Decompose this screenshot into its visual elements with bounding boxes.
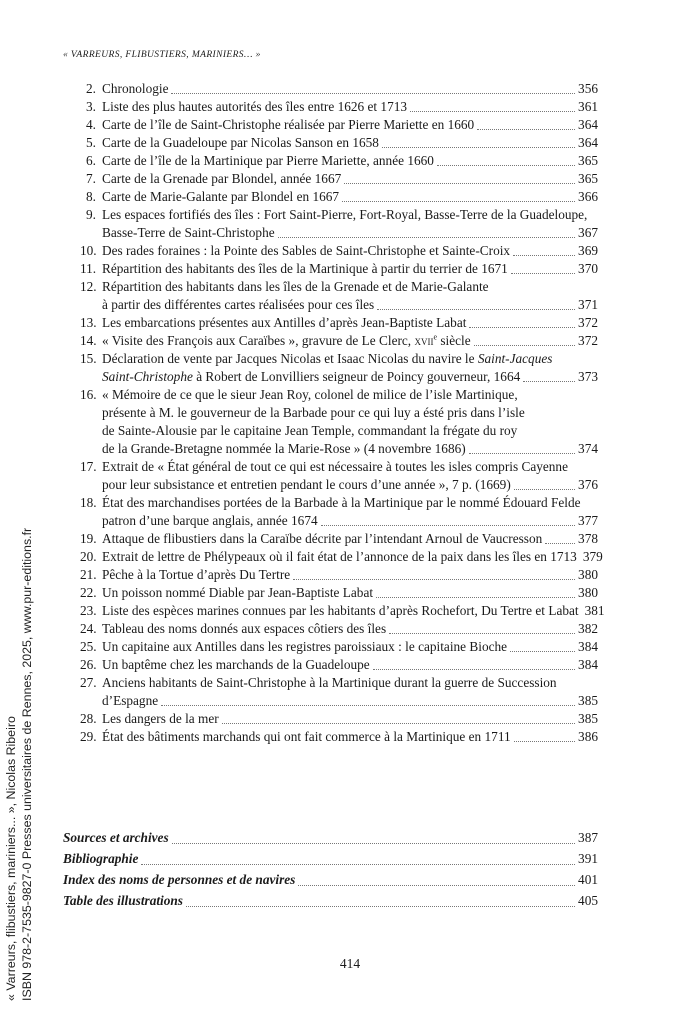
toc-entry-title: Déclaration de vente par Jacques Nicolas et Isaac Nicolas du navire le Saint-Jacques — [102, 351, 553, 366]
section-page: 405 — [578, 893, 598, 908]
toc-entry — [80, 674, 598, 710]
illustrations-list — [80, 80, 605, 746]
toc-entry-number: 19. — [80, 531, 97, 546]
toc-entry-title: Carte de l’île de la Martinique par Pierre Mariette, année 1660 — [102, 153, 434, 168]
toc-entry — [80, 548, 603, 566]
toc-entry-number: 29. — [80, 729, 97, 744]
toc-entry-title: patron d’une barque anglais, année 1674 — [102, 513, 318, 528]
toc-entry — [80, 728, 598, 746]
toc-entry-line — [102, 206, 598, 224]
toc-entry — [80, 710, 598, 728]
leader-dots — [141, 863, 575, 865]
toc-entry-number: 22. — [80, 585, 97, 600]
toc-entry — [80, 260, 598, 278]
toc-entry-page: 380 — [578, 567, 598, 582]
toc-entry-line — [102, 584, 598, 602]
toc-entry-line — [102, 566, 598, 584]
toc-entry-title: Saint-Christophe à Robert de Lonvilliers seigneur de Poincy gouverneur, 1664 — [102, 369, 521, 384]
toc-entry — [80, 242, 598, 260]
toc-entry-body — [102, 494, 598, 530]
toc-entry-page: 378 — [578, 531, 598, 546]
toc-entry-line — [102, 350, 598, 368]
toc-entry-body — [102, 314, 598, 332]
toc-entry-title: Les dangers de la mer — [102, 711, 219, 726]
leader-dots — [474, 344, 575, 346]
toc-entry-body — [102, 602, 605, 620]
toc-entry-page: 370 — [578, 261, 598, 276]
toc-entry-title: Les embarcations présentes aux Antilles d’après Jean-Baptiste Labat — [102, 315, 467, 330]
toc-entry-title: de Sainte-Alousie par le capitaine Jean Temple, commandant la frégate du roy — [102, 423, 518, 438]
running-head: « VARREURS, FLIBUSTIERS, MARINIERS… » — [63, 50, 261, 60]
toc-entry-page: 384 — [578, 657, 598, 672]
toc-entry-line — [102, 278, 598, 296]
toc-entry-page: 365 — [578, 153, 598, 168]
leader-dots — [171, 92, 575, 94]
toc-entry-title: Un poisson nommé Diable par Jean-Baptiste Labat — [102, 585, 374, 600]
toc-entry — [80, 206, 598, 242]
toc-entry-body — [102, 584, 598, 602]
toc-entry-number: 26. — [80, 657, 97, 672]
section-title: Sources et archives — [63, 830, 169, 845]
toc-entry-number: 25. — [80, 639, 97, 654]
toc-entry — [80, 530, 598, 548]
toc-entry-title: présente à M. le gouverneur de la Barbade pour ce qui luy a ésté pris dans l’isle — [102, 405, 525, 420]
toc-entry-line — [102, 602, 605, 620]
toc-entry — [80, 458, 598, 494]
toc-entry-line — [102, 530, 598, 548]
toc-entry-page: 380 — [578, 585, 598, 600]
toc-entry-line — [102, 386, 598, 404]
toc-entry-line — [102, 674, 598, 692]
leader-dots — [298, 884, 575, 886]
leader-dots — [389, 632, 575, 634]
toc-entry-page: 364 — [578, 135, 598, 150]
toc-entry-line — [102, 296, 598, 314]
section-page: 391 — [578, 851, 598, 866]
toc-entry-line — [102, 80, 598, 98]
toc-entry-line — [102, 458, 598, 476]
toc-entry-title: Un baptême chez les marchands de la Guadeloupe — [102, 657, 370, 672]
toc-entry-body — [102, 188, 598, 206]
leader-dots — [342, 200, 575, 202]
toc-entry-page: 372 — [578, 315, 598, 330]
toc-entry-title: État des marchandises portées de la Barbade à la Martinique par le nommé Édouard Felde — [102, 495, 581, 510]
toc-entry-number: 18. — [80, 495, 97, 510]
toc-entry-body — [102, 134, 598, 152]
toc-entry-title: Carte de la Grenade par Blondel, année 1667 — [102, 171, 342, 186]
toc-entry-line — [102, 476, 598, 494]
toc-entry-page: 385 — [578, 693, 598, 708]
toc-entry-line — [102, 638, 598, 656]
toc-entry-title: Carte de Marie-Galante par Blondel en 1667 — [102, 189, 340, 204]
toc-entry-body — [102, 566, 598, 584]
toc-entry-page: 386 — [578, 729, 598, 744]
toc-entry-line — [102, 620, 598, 638]
toc-entry-number: 23. — [80, 603, 97, 618]
toc-entry-title: Carte de l’île de Saint-Christophe réalisée par Pierre Mariette en 1660 — [102, 117, 475, 132]
toc-entry-number: 13. — [80, 315, 97, 330]
toc-entry-title: Les espaces fortifiés des îles : Fort Saint-Pierre, Fort-Royal, Basse-Terre de la Guadeloupe, — [102, 207, 588, 222]
toc-entry-body — [102, 458, 598, 494]
toc-entry-number: 16. — [80, 387, 97, 402]
toc-entry-line — [102, 188, 598, 206]
toc-entry-line — [102, 728, 598, 746]
toc-entry-number: 6. — [86, 153, 96, 168]
toc-entry — [80, 638, 598, 656]
toc-entry-number: 11. — [80, 261, 97, 276]
toc-entry-line — [102, 548, 603, 566]
toc-entry — [80, 314, 598, 332]
toc-entry-title: Anciens habitants de Saint-Christophe à la Martinique durant la guerre de Succession — [102, 675, 557, 690]
toc-entry-number: 15. — [80, 351, 97, 366]
toc-entry — [80, 620, 598, 638]
leader-dots — [382, 146, 575, 148]
toc-entry-line — [102, 368, 598, 386]
toc-entry-number: 10. — [80, 243, 97, 258]
toc-entry-line — [102, 440, 598, 458]
toc-entry-title: Répartition des habitants des îles de la Martinique à partir du terrier de 1671 — [102, 261, 508, 276]
toc-entry-page: 366 — [578, 189, 598, 204]
toc-entry-title: d’Espagne — [102, 693, 159, 708]
section-page: 387 — [578, 830, 598, 845]
toc-entry-page: 372 — [578, 333, 598, 348]
toc-entry-line — [102, 260, 598, 278]
toc-entry-body — [102, 710, 598, 728]
toc-entry-page: 371 — [578, 297, 598, 312]
toc-entry-line — [102, 224, 598, 242]
toc-entry-title: État des bâtiments marchands qui ont fait commerce à la Martinique en 1711 — [102, 729, 511, 744]
leader-dots — [523, 380, 575, 382]
toc-entry-title: Chronologie — [102, 81, 169, 96]
toc-entry-body — [102, 530, 598, 548]
toc-entry — [80, 278, 598, 314]
toc-entry — [80, 170, 598, 188]
toc-entry-body — [102, 620, 598, 638]
toc-entry — [80, 188, 598, 206]
toc-entry-number: 2. — [86, 81, 96, 96]
leader-dots — [545, 542, 575, 544]
toc-entry-line — [102, 314, 598, 332]
toc-entry — [80, 98, 598, 116]
toc-entry — [80, 116, 598, 134]
toc-entry-body — [102, 332, 598, 350]
toc-entry — [80, 350, 598, 386]
section-entry — [63, 848, 598, 869]
leader-dots — [222, 722, 575, 724]
leader-dots — [437, 164, 575, 166]
toc-entry-number: 17. — [80, 459, 97, 474]
toc-entry-title: à partir des différentes cartes réalisées pour ces îles — [102, 297, 375, 312]
leader-dots — [321, 524, 575, 526]
toc-entry-body — [102, 260, 598, 278]
toc-entry-body — [102, 548, 603, 566]
leader-dots — [278, 236, 575, 238]
toc-entry-number: 7. — [86, 171, 96, 186]
side-credit — [3, 131, 35, 1001]
toc-entry-page: 361 — [578, 99, 598, 114]
toc-entry-body — [102, 206, 598, 242]
toc-entry-line — [102, 332, 598, 350]
toc-entry-line — [102, 134, 598, 152]
toc-entry-body — [102, 278, 598, 314]
section-title: Table des illustrations — [63, 893, 183, 908]
toc-entry — [80, 152, 598, 170]
toc-entry-line — [102, 404, 598, 422]
toc-entry — [80, 584, 598, 602]
toc-entry — [80, 656, 598, 674]
toc-entry-title: « Visite des François aux Caraïbes », gravure de Le Clerc, xvii$^e$ siècle — [102, 332, 471, 348]
leader-dots — [514, 740, 575, 742]
toc-entry-body — [102, 116, 598, 134]
toc-entry — [80, 134, 598, 152]
toc-entry-body — [102, 242, 598, 260]
page-number: 414 — [339, 956, 361, 971]
toc-entry-page: 374 — [578, 441, 598, 456]
toc-entry-number: 27. — [80, 675, 97, 690]
toc-entry-body — [102, 638, 598, 656]
toc-entry-number: 5. — [86, 135, 96, 150]
leader-dots — [373, 668, 575, 670]
toc-entry-number: 14. — [80, 333, 97, 348]
toc-entry-title: Carte de la Guadeloupe par Nicolas Sanson en 1658 — [102, 135, 379, 150]
toc-entry-body — [102, 674, 598, 710]
toc-entry-title: « Mémoire de ce que le sieur Jean Roy, colonel de milice de l’isle Martinique, — [102, 387, 518, 402]
leader-dots — [513, 254, 575, 256]
toc-entry-page: 365 — [578, 171, 598, 186]
toc-entry-body — [102, 80, 598, 98]
toc-entry-title: Extrait de lettre de Phélypeaux où il fait état de l’annonce de la paix dans les îles en 1713 — [102, 549, 577, 564]
leader-dots — [344, 182, 575, 184]
toc-entry-number: 24. — [80, 621, 97, 636]
toc-entry-line — [102, 692, 598, 710]
toc-entry-number: 28. — [80, 711, 97, 726]
toc-entry-number: 8. — [86, 189, 96, 204]
toc-entry-title: Des rades foraines : la Pointe des Sables de Saint-Christophe et Sainte-Croix — [102, 243, 511, 258]
toc-entry — [80, 566, 598, 584]
toc-entry-title: pour leur subsistance et entretien pendant le cours d’une année », 7 p. (1669) — [102, 477, 511, 492]
toc-entry-page: 356 — [578, 81, 598, 96]
back-matter-sections — [63, 827, 598, 911]
leader-dots — [410, 110, 575, 112]
toc-entry-title: Pêche à la Tortue d’après Du Tertre — [102, 567, 291, 582]
leader-dots — [376, 596, 575, 598]
leader-dots — [469, 326, 575, 328]
toc-entry-page: 385 — [578, 711, 598, 726]
toc-entry-body — [102, 152, 598, 170]
leader-dots — [186, 905, 575, 907]
toc-entry-number: 3. — [86, 99, 96, 114]
toc-entry-number: 12. — [80, 279, 97, 294]
leader-dots — [514, 488, 575, 490]
toc-entry-title: Liste des espèces marines connues par les habitants d’après Rochefort, Du Tertre et Labat — [102, 603, 579, 618]
toc-entry-line — [102, 494, 598, 512]
toc-entry-line — [102, 98, 598, 116]
toc-entry-title: Extrait de « État général de tout ce qui est nécessaire à toutes les isles compris Cayenne — [102, 459, 568, 474]
toc-entry-page: 369 — [578, 243, 598, 258]
toc-entry-page: 381 — [584, 603, 605, 618]
toc-entry-page: 382 — [578, 621, 598, 636]
section-page: 401 — [578, 872, 598, 887]
toc-entry-title: Un capitaine aux Antilles dans les registres paroissiaux : le capitaine Bioche — [102, 639, 508, 654]
toc-entry-body — [102, 98, 598, 116]
toc-entry-line — [102, 152, 598, 170]
toc-entry-number: 21. — [80, 567, 97, 582]
toc-entry — [80, 80, 598, 98]
side-credit-line2: ISBN 978-2-7535-9827-0 Presses universitaires de Rennes, 2025, www.pur-editions.fr — [20, 527, 34, 1001]
leader-dots — [469, 452, 575, 454]
toc-entry-body — [102, 350, 598, 386]
toc-entry-title: Liste des plus hautes autorités des îles entre 1626 et 1713 — [102, 99, 408, 114]
section-entry — [63, 869, 598, 890]
toc-entry-number: 4. — [86, 117, 96, 132]
toc-entry-number: 9. — [86, 207, 96, 222]
toc-entry — [80, 332, 598, 350]
toc-entry-title: Attaque de flibustiers dans la Caraïbe décrite par l’intendant Arnoul de Vaucresson — [102, 531, 543, 546]
section-entry — [63, 890, 598, 911]
toc-entry-line — [102, 170, 598, 188]
toc-entry-body — [102, 386, 598, 458]
toc-entry — [80, 602, 605, 620]
toc-entry-page: 367 — [578, 225, 598, 240]
toc-entry-body — [102, 728, 598, 746]
leader-dots — [161, 704, 575, 706]
toc-entry-page: 379 — [582, 549, 603, 564]
section-title: Bibliographie — [63, 851, 139, 866]
leader-dots — [477, 128, 575, 130]
toc-entry — [80, 386, 598, 458]
section-title: Index des noms de personnes et de navires — [63, 872, 296, 887]
leader-dots — [510, 650, 575, 652]
toc-entry-line — [102, 116, 598, 134]
leader-dots — [172, 842, 575, 844]
toc-entry-line — [102, 422, 598, 440]
toc-entry-page: 373 — [578, 369, 598, 384]
side-credit-line1: « Varreurs, flibustiers, mariniers... », Nicolas Ribeiro — [4, 716, 18, 1001]
toc-entry-body — [102, 656, 598, 674]
toc-entry-title: de la Grande-Bretagne nommée la Marie-Rose » (4 novembre 1686) — [102, 441, 466, 456]
toc-entry-line — [102, 242, 598, 260]
toc-entry-title: Basse-Terre de Saint-Christophe — [102, 225, 275, 240]
leader-dots — [511, 272, 575, 274]
toc-entry-page: 364 — [578, 117, 598, 132]
toc-entry — [80, 494, 598, 530]
toc-entry-number: 20. — [80, 549, 97, 564]
leader-dots — [293, 578, 575, 580]
toc-entry-line — [102, 656, 598, 674]
toc-entry-page: 376 — [578, 477, 598, 492]
toc-entry-body — [102, 170, 598, 188]
toc-entry-page: 377 — [578, 513, 598, 528]
section-entry — [63, 827, 598, 848]
toc-entry-title: Tableau des noms donnés aux espaces côtiers des îles — [102, 621, 387, 636]
leader-dots — [377, 308, 575, 310]
toc-entry-page: 384 — [578, 639, 598, 654]
toc-entry-title: Répartition des habitants dans les îles de la Grenade et de Marie-Galante — [102, 279, 489, 294]
toc-entry-line — [102, 710, 598, 728]
toc-entry-line — [102, 512, 598, 530]
